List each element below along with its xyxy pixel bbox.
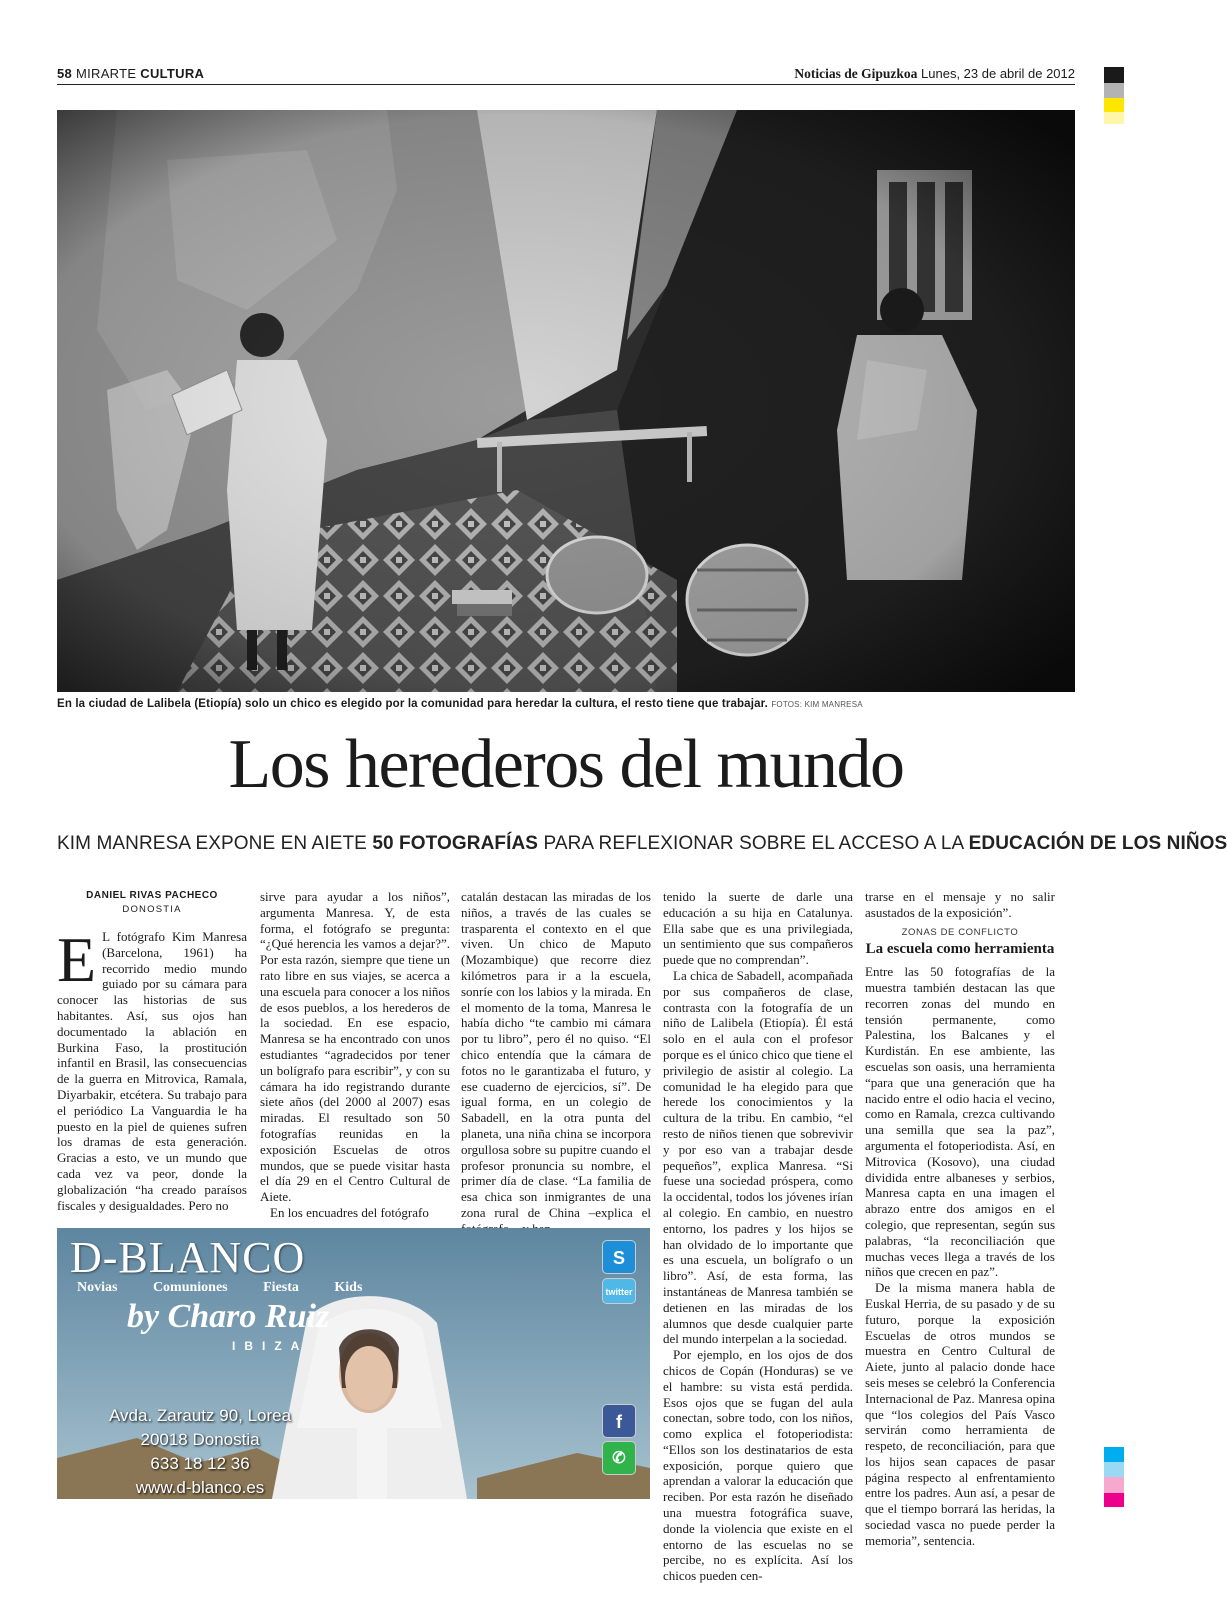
article-paragraph: En los encuadres del fotógrafo — [270, 1204, 429, 1220]
subhead-bold: EDUCACIÓN DE LOS NIÑOS — [968, 833, 1227, 854]
subhead-bold: 50 FOTOGRAFÍAS — [372, 833, 539, 854]
article-column-2 — [260, 889, 450, 1221]
ad-categories: Novias Comuniones Fiesta Kids — [77, 1280, 363, 1295]
article-column-1 — [57, 889, 247, 1213]
color-bar-bottom — [1104, 1447, 1124, 1507]
paper-info — [794, 66, 1075, 82]
page-section — [57, 66, 204, 81]
author-name: DANIEL RIVAS PACHECO — [86, 890, 218, 901]
ad-city: 20018 Donostia — [140, 1430, 260, 1449]
ad-website[interactable]: www.d-blanco.es — [135, 1478, 265, 1497]
article-paragraph: trarse en el mensaje y no salir asustados de la exposición”. — [865, 889, 1055, 920]
page-header — [57, 65, 1075, 85]
subheadline — [57, 833, 1227, 855]
photo-caption — [57, 698, 1075, 710]
color-swatch — [1104, 67, 1124, 83]
ad-brand: D-BLANCO — [70, 1233, 306, 1282]
article-paragraph: Por ejemplo, en los ojos de dos chicos de Copán (Honduras) se ve el hambre: su vista está perdida. Esos ojos que se fugan del aula conectan, sobre todo, con los niños, como explica el fotoperiodista: “Ellos son los destinatarios de esta exposición, porque quiero que aprendan a valorar la educación que reciben. Por esta razón he diseñado una muestra fotográfica suave, donde la violencia que existe en el entorno de las escuelas no se percibe, no es explícita. Así los chicos pueden cen- — [663, 1347, 853, 1584]
section-title: La escuela como herramienta — [865, 941, 1055, 958]
subhead-part: KIM MANRESA EXPONE EN AIETE — [57, 833, 373, 854]
twitter-icon[interactable] — [602, 1278, 636, 1304]
color-swatch — [1104, 1462, 1124, 1477]
paragraph-text: L fotógrafo Kim Manresa (Barcelona, 1961) ha recorrido medio mundo guiado por su cámara para conocer las historias de sus habitantes. Así, sus ojos han documentado la ablación en Burkina Faso, la prostitución infantil en Brasil, las consecuencias de la guerra en Mitrovica, Ramala, Diyarbakir, etcétera. Su trabajo para el periódico La Vanguardia le ha puesto en la piel de quienes sufren los dramas de esta generación. Gracias a esto, ve un mundo que cada vez va peor, donde la globalización “ha creado paraísos fiscales y desigualdades. Pero no — [57, 929, 247, 1213]
caption-text: En la ciudad de Lalibela (Etiopía) solo un chico es elegido por la comunidad para heredar la cultura, el resto tiene que trabajar. — [57, 698, 768, 710]
section-kicker: ZONAS DE CONFLICTO — [901, 926, 1019, 938]
article-column-5 — [865, 889, 1055, 1549]
section-name: MIRARTE — [75, 66, 137, 81]
advertisement[interactable] — [57, 1228, 650, 1499]
subsection-name: CULTURA — [140, 66, 205, 81]
ad-address — [109, 1404, 291, 1500]
color-swatch — [1104, 83, 1124, 98]
issue-date: Lunes, 23 de abril de 2012 — [921, 66, 1075, 81]
color-swatch — [1104, 1447, 1124, 1462]
ad-designer: by Charo Ruiz — [127, 1298, 330, 1335]
main-photo — [57, 110, 1075, 692]
twitter-label: twitter — [605, 1287, 633, 1297]
color-swatch — [1104, 1493, 1124, 1507]
article-column-4 — [663, 889, 853, 1584]
classroom-photo — [57, 110, 1075, 692]
headline: Los herederos del mundo — [228, 726, 904, 803]
article-paragraph: La chica de Sabadell, acompañada por sus compañeros de clase, contrasta con la fotografía de un niño de Lalibela (Etiopía). Él está solo en el aula con el profesor porque es el único chico que tiene el privilegio de asistir al colegio. La comunidad le ha elegido para que herede los conocimientos y la cultura de la tribu. En cambio, “el resto de niños tienen que sobrevivir y por eso van a trabajar desde pequeños”, explica Manresa. “Si fuese una sociedad próspera, como la occidental, todos los jóvenes irían al colegio. En cambio, en nuestro entorno, los padres y los hijos se han olvidado de lo importante que es una escuela, un bolígrafo o un libro”. Así, de esta forma, las instantáneas de Manresa también se detienen en las miradas de los alumnos que desde cualquier parte del mundo interpelan a la sociedad. — [663, 967, 853, 1347]
subhead-part: PARA REFLEXIONAR SOBRE EL ACCESO A LA — [538, 833, 969, 854]
whatsapp-icon[interactable]: ✆ — [602, 1441, 636, 1475]
article-paragraph — [57, 924, 247, 1213]
article-column-3 — [461, 889, 651, 1237]
ad-location: IBIZA — [232, 1339, 309, 1353]
article-paragraph: De la misma manera habla de Euskal Herria, de su pasado y de su futuro, porque la exposición Escuelas de otros mundos se muestra en Centro Cultural de Aiete, junto al palacio donde hace seis meses se celebró la Conferencia Internacional de Paz. Manresa opina que “los colegios del País Vasco servirán como herramienta de respeto, de reconciliación, para que los hijos sean capaces de pasar página respecto al enfrentamiento entre los padres. Aun así, a pesar de que el tiempo borrará las heridas, la sociedad vasca no puede perder la memoria”, sentencia. — [865, 1280, 1055, 1548]
paper-name: Noticias de Gipuzkoa — [794, 66, 918, 81]
byline-city: DONOSTIA — [122, 904, 182, 915]
ad-phone: 633 18 12 36 — [150, 1454, 250, 1473]
article-paragraph: tenido la suerte de darle una educación a su hija en Catalunya. Ella sabe que es una privilegiada, un sentimiento que sus compañeros puede que no comprendan”. — [663, 889, 853, 968]
skype-icon[interactable]: S — [602, 1240, 636, 1274]
article-paragraph: catalán destacan las miradas de los niños, a través de las cuales se trasparenta el contexto en el que viven. Un chico de Maputo (Mozambique) que recorre diez kilómetros para ir a la escuela, sonríe con los labios y la mirada. En el momento de la toma, Manresa le había dicho “te cambio mi cámara por tu libro”, pero él no quiso. “El chico entendía que la cámara de fotos no le garantizaba el futuro, y ese cuaderno de ejercicios, sí”. De igual forma, en un colegio de Sabadell, en la otra punta del planeta, una niña china se incorpora orgullosa sobre su pupitre cuando el profesor pronuncia su nombre, el primer día de clase. “La familia de esa chica son inmigrantes de una zona rural de China –explica el — [461, 889, 651, 1220]
color-bar-top — [1104, 67, 1124, 124]
ad-street: Avda. Zarautz 90, Lorea — [109, 1406, 292, 1425]
color-swatch — [1104, 112, 1124, 124]
byline — [57, 889, 247, 917]
page-number: 58 — [57, 66, 73, 81]
facebook-icon[interactable]: f — [602, 1404, 636, 1438]
photo-credit: FOTOS: KIM MANRESA — [771, 700, 863, 709]
color-swatch — [1104, 1477, 1124, 1493]
drop-cap: E — [57, 924, 97, 995]
color-swatch — [1104, 98, 1124, 112]
article-paragraph: Entre las 50 fotografías de la muestra también destacan las que recorren zonas del mundo en tensión permanente, como Palestina, los Balcanes y el Kurdistán. En ese ambiente, las escuelas son oasis, una herramienta “para que una generación que ha nacido entre el odio hacia el vecino, como en Ramala, crezca cultivando una semilla que sea la paz”, argumenta el fotoperiodista. Así, en Mitrovica (Kosovo), una ciudad dividida entre albaneses y serbios, Manresa capta en una imagen el abrazo entre dos amigos en el colegio, que representan, según sus palabras, “la reconciliación que muchas veces llega a través de los niños que crecen en paz”. — [865, 964, 1055, 1280]
article-paragraph: sirve para ayudar a los niños”, argumenta Manresa. Y, de esta forma, el fotógrafo se pregunta: “¿Qué herencia les vamos a dejar?”. Por esta razón, siempre que tiene un rato libre en sus viajes, se acerca a una escuela para conocer a los niños de esos pueblos, a los herederos de la sociedad. En ese espacio, Manresa se ha encontrado con unos estudiantes “agradecidos por tener un bolígrafo para escribir”, y con su cámara ha ido registrando durante siete años (del 2000 al 2007) esas miradas. El resultado son 50 fotografías reunidas en la exposición Escuelas de otros mundos, que se puede visitar hasta el día 29 en el Centro Cultural de Aiete. — [260, 889, 450, 1205]
